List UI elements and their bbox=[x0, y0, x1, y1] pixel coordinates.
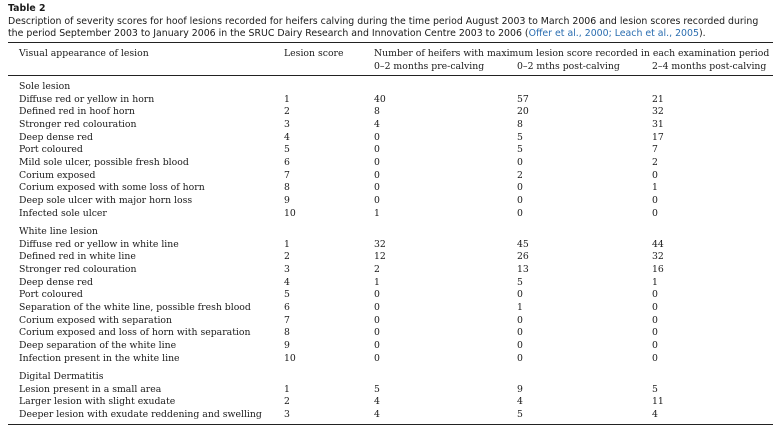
lesion-description: Mild sole ulcer, possible fresh blood bbox=[19, 156, 189, 168]
lesion-score: 9 bbox=[284, 339, 290, 351]
table-row bbox=[0, 353, 778, 366]
count-pre-calving: 12 bbox=[374, 251, 386, 263]
count-post-calving-1: 5 bbox=[517, 408, 523, 420]
lesion-description: Deep dense red bbox=[19, 276, 93, 288]
lesion-description: Stronger red colouration bbox=[19, 263, 137, 275]
lesion-score: 9 bbox=[284, 194, 290, 206]
count-post-calving-1: 9 bbox=[517, 383, 523, 395]
count-pre-calving: 0 bbox=[374, 144, 380, 156]
header-pre-calving: 0–2 months pre-calving bbox=[374, 61, 485, 72]
header-post-calving-1: 0–2 mths post-calving bbox=[517, 61, 620, 72]
header-period-group: Number of heifers with maximum lesion score recorded in each examination period bbox=[374, 48, 770, 59]
count-post-calving-2: 0 bbox=[652, 289, 658, 301]
count-post-calving-1: 0 bbox=[517, 194, 523, 206]
table-row bbox=[0, 239, 778, 252]
table-row bbox=[0, 144, 778, 157]
lesion-description: Deep dense red bbox=[19, 131, 93, 143]
count-post-calving-1: 4 bbox=[517, 396, 523, 408]
count-pre-calving: 0 bbox=[374, 339, 380, 351]
lesion-description: Corium exposed with separation bbox=[19, 314, 173, 326]
caption-end: ). bbox=[698, 28, 706, 39]
count-post-calving-1: 1 bbox=[517, 301, 523, 313]
count-post-calving-2: 0 bbox=[652, 207, 658, 219]
lesion-description: Diffuse red or yellow in horn bbox=[19, 93, 155, 105]
table-caption bbox=[8, 3, 773, 41]
count-post-calving-2: 0 bbox=[652, 314, 658, 326]
count-post-calving-1: 0 bbox=[517, 182, 523, 194]
count-pre-calving: 5 bbox=[374, 383, 380, 395]
count-post-calving-2: 17 bbox=[652, 131, 664, 143]
count-post-calving-2: 5 bbox=[652, 383, 658, 395]
lesion-description: Port coloured bbox=[19, 289, 83, 301]
lesion-score: 7 bbox=[284, 169, 290, 181]
count-post-calving-2: 21 bbox=[652, 93, 664, 105]
count-post-calving-2: 1 bbox=[652, 276, 658, 288]
lesion-description: Deeper lesion with exudate reddening and swelling bbox=[19, 408, 262, 420]
table-row bbox=[0, 195, 778, 208]
count-post-calving-2: 16 bbox=[652, 263, 664, 275]
count-post-calving-1: 0 bbox=[517, 339, 523, 351]
table-row bbox=[0, 182, 778, 195]
lesion-score: 5 bbox=[284, 289, 290, 301]
count-pre-calving: 32 bbox=[374, 238, 386, 250]
count-pre-calving: 0 bbox=[374, 156, 380, 168]
count-post-calving-2: 0 bbox=[652, 352, 658, 364]
lesion-description: Lesion present in a small area bbox=[19, 383, 162, 395]
count-pre-calving: 4 bbox=[374, 396, 380, 408]
count-post-calving-1: 5 bbox=[517, 276, 523, 288]
section-title bbox=[0, 81, 778, 94]
table-row bbox=[0, 157, 778, 170]
count-post-calving-1: 8 bbox=[517, 119, 523, 130]
count-post-calving-2: 44 bbox=[652, 238, 664, 250]
count-pre-calving: 0 bbox=[374, 352, 380, 364]
lesion-score: 4 bbox=[284, 276, 290, 288]
table-row bbox=[0, 132, 778, 145]
lesion-description: Infected sole ulcer bbox=[19, 207, 107, 219]
lesion-description: Separation of the white line, possible fresh blood bbox=[19, 301, 251, 313]
header-rule bbox=[8, 75, 773, 76]
count-post-calving-1: 13 bbox=[517, 263, 529, 275]
count-pre-calving: 4 bbox=[374, 119, 380, 130]
lesion-score: 8 bbox=[284, 182, 290, 194]
section-title bbox=[0, 371, 778, 384]
table-row bbox=[0, 264, 778, 277]
count-post-calving-1: 2 bbox=[517, 169, 523, 181]
table-row bbox=[0, 327, 778, 340]
count-pre-calving: 0 bbox=[374, 327, 380, 339]
count-post-calving-2: 0 bbox=[652, 169, 658, 181]
count-post-calving-2: 32 bbox=[652, 106, 664, 118]
header-post-calving-2: 2–4 months post-calving bbox=[652, 61, 767, 72]
table-row bbox=[0, 315, 778, 328]
count-pre-calving: 0 bbox=[374, 301, 380, 313]
caption-text: Description of severity scores for hoof lesions recorded for heifers calving during the time period August 2003 to March 2006 and lesion scores recorded during the period September 2003 to January 2006 in the SRUC Dairy Research and Innovation Centre 2003 to 2006 ( bbox=[8, 15, 759, 39]
section-title-text: Digital Dermatitis bbox=[19, 371, 104, 382]
table-row bbox=[0, 384, 778, 397]
table-label: Table 2 bbox=[8, 3, 46, 14]
count-post-calving-1: 20 bbox=[517, 106, 529, 118]
count-post-calving-1: 0 bbox=[517, 156, 523, 168]
lesion-description: Defined red in hoof horn bbox=[19, 106, 135, 118]
table-row bbox=[0, 94, 778, 107]
count-pre-calving: 0 bbox=[374, 169, 380, 181]
table-row bbox=[0, 409, 778, 422]
count-post-calving-2: 0 bbox=[652, 327, 658, 339]
lesion-description: Corium exposed with some loss of horn bbox=[19, 182, 205, 194]
count-pre-calving: 4 bbox=[374, 408, 380, 420]
lesion-description: Defined red in white line bbox=[19, 251, 136, 263]
table-row bbox=[0, 208, 778, 221]
lesion-score: 3 bbox=[284, 119, 290, 130]
count-post-calving-1: 0 bbox=[517, 314, 523, 326]
lesion-description: Infection present in the white line bbox=[19, 352, 180, 364]
table-row bbox=[0, 396, 778, 409]
count-post-calving-2: 7 bbox=[652, 144, 658, 156]
count-post-calving-1: 0 bbox=[517, 289, 523, 301]
count-pre-calving: 0 bbox=[374, 289, 380, 301]
count-post-calving-2: 0 bbox=[652, 301, 658, 313]
count-post-calving-1: 26 bbox=[517, 251, 529, 263]
lesion-score: 3 bbox=[284, 263, 290, 275]
count-post-calving-1: 0 bbox=[517, 327, 523, 339]
lesion-score: 3 bbox=[284, 408, 290, 420]
lesion-description: Port coloured bbox=[19, 144, 83, 156]
count-pre-calving: 0 bbox=[374, 314, 380, 326]
count-post-calving-1: 5 bbox=[517, 131, 523, 143]
lesion-score: 10 bbox=[284, 352, 296, 364]
table-row bbox=[0, 106, 778, 119]
header-lesion-score: Lesion score bbox=[284, 48, 344, 59]
lesion-description: Corium exposed bbox=[19, 169, 96, 181]
lesion-score: 7 bbox=[284, 314, 290, 326]
count-post-calving-1: 0 bbox=[517, 352, 523, 364]
count-post-calving-1: 57 bbox=[517, 93, 529, 105]
count-pre-calving: 1 bbox=[374, 276, 380, 288]
count-pre-calving: 0 bbox=[374, 131, 380, 143]
lesion-description: Deep sole ulcer with major horn loss bbox=[19, 194, 193, 206]
count-pre-calving: 8 bbox=[374, 106, 380, 118]
table-row bbox=[0, 289, 778, 302]
lesion-score: 6 bbox=[284, 301, 290, 313]
count-pre-calving: 0 bbox=[374, 182, 380, 194]
count-post-calving-2: 0 bbox=[652, 339, 658, 351]
table-row bbox=[0, 340, 778, 353]
count-post-calving-2: 11 bbox=[652, 396, 664, 408]
section-title-text: White line lesion bbox=[19, 226, 98, 237]
section-title-text: Sole lesion bbox=[19, 81, 71, 92]
table-row bbox=[0, 277, 778, 290]
count-post-calving-1: 5 bbox=[517, 144, 523, 156]
lesion-description: Deep separation of the white line bbox=[19, 339, 177, 351]
lesion-score: 2 bbox=[284, 396, 290, 408]
table-row bbox=[0, 251, 778, 264]
lesion-description: Stronger red colouration bbox=[19, 119, 137, 130]
lesion-score: 4 bbox=[284, 131, 290, 143]
count-post-calving-2: 31 bbox=[652, 119, 664, 130]
count-post-calving-2: 4 bbox=[652, 408, 658, 420]
table-row bbox=[0, 119, 778, 132]
lesion-description: Diffuse red or yellow in white line bbox=[19, 238, 179, 250]
lesion-score: 8 bbox=[284, 327, 290, 339]
caption-references-link[interactable]: Offer et al., 2000; Leach et al., 2005 bbox=[528, 28, 699, 39]
lesion-description: Larger lesion with slight exudate bbox=[19, 396, 176, 408]
count-pre-calving: 40 bbox=[374, 93, 386, 105]
lesion-score: 1 bbox=[284, 93, 290, 105]
count-post-calving-2: 0 bbox=[652, 194, 658, 206]
lesion-score: 1 bbox=[284, 238, 290, 250]
lesion-score: 2 bbox=[284, 251, 290, 263]
lesion-score: 1 bbox=[284, 383, 290, 395]
section-title bbox=[0, 226, 778, 239]
bottom-rule bbox=[8, 424, 773, 425]
lesion-score: 2 bbox=[284, 106, 290, 118]
header-visual-appearance: Visual appearance of lesion bbox=[19, 48, 149, 59]
count-post-calving-2: 1 bbox=[652, 182, 658, 194]
count-pre-calving: 0 bbox=[374, 194, 380, 206]
lesion-score: 10 bbox=[284, 207, 296, 219]
count-pre-calving: 2 bbox=[374, 263, 380, 275]
count-post-calving-2: 2 bbox=[652, 156, 658, 168]
count-post-calving-1: 0 bbox=[517, 207, 523, 219]
table-row bbox=[0, 302, 778, 315]
top-rule bbox=[8, 42, 773, 43]
count-pre-calving: 1 bbox=[374, 207, 380, 219]
count-post-calving-1: 45 bbox=[517, 238, 529, 250]
count-post-calving-2: 32 bbox=[652, 251, 664, 263]
lesion-score: 5 bbox=[284, 144, 290, 156]
lesion-score: 6 bbox=[284, 156, 290, 168]
table-row bbox=[0, 170, 778, 183]
lesion-description: Corium exposed and loss of horn with separation bbox=[19, 327, 251, 339]
